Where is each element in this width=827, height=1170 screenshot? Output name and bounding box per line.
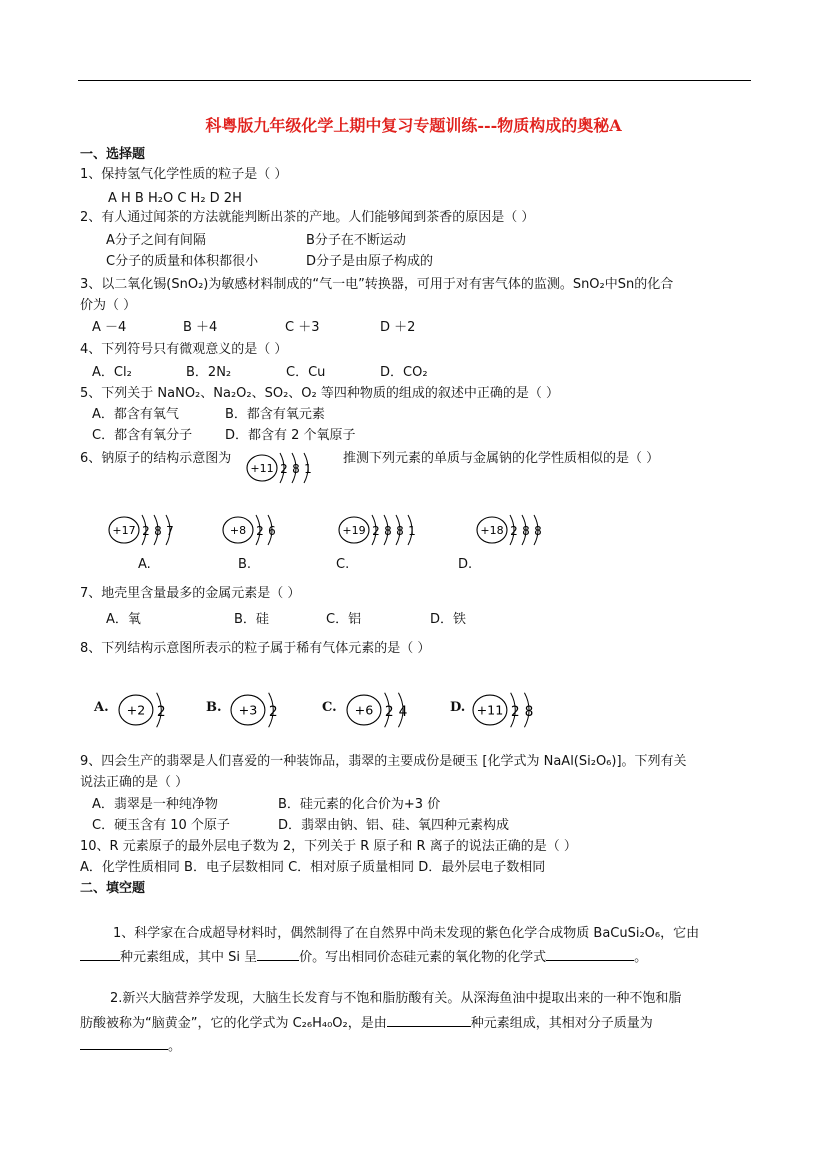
shell-electron-count: 1: [304, 462, 312, 476]
shell-electron-count: 8: [522, 524, 530, 538]
q8-option-a-label: A.: [94, 700, 109, 715]
shell-electron-count: 2: [510, 703, 520, 720]
shell-electron-count: 2: [372, 524, 380, 538]
nucleus-charge: +8: [229, 524, 247, 537]
q8-option-d-diagram: [472, 690, 556, 730]
q6-option-d-diagram: [476, 508, 566, 552]
q8-stem: 8、下列结构示意图所表示的粒子属于稀有气体元素的是（ ）: [80, 641, 431, 656]
nucleus-charge: +19: [342, 524, 366, 537]
section-heading-fill: 二、填空题: [80, 881, 146, 896]
shell-electron-count: 2: [384, 703, 394, 720]
q7-option-c: C．铝: [326, 612, 362, 627]
q7-option-a: A．氧: [106, 612, 141, 627]
nucleus-charge: +6: [354, 702, 374, 718]
shell-electron-count: 2: [510, 524, 518, 538]
q3-option-b: B ＋4: [183, 320, 218, 335]
f1-blank-formula[interactable]: [546, 947, 634, 961]
f2-line3: [80, 1036, 181, 1056]
f1-blank-element-count[interactable]: [80, 947, 120, 961]
nucleus-charge: +3: [238, 702, 258, 718]
q9-option-d: D．翡翠由钠、铝、硅、氧四种元素构成: [278, 818, 510, 833]
shell-electron-count: 8: [396, 524, 404, 538]
shell-electron-count: 6: [268, 524, 276, 538]
q1-stem: 1、保持氢气化学性质的粒子是（ ）: [80, 167, 288, 182]
q1-options: A H B H₂O C H₂ D 2H: [108, 191, 242, 206]
nucleus-charge: +11: [250, 462, 274, 475]
q10-options: A．化学性质相同 B．电子层数相同 C．相对原子质量相同 D．最外层电子数相同: [80, 860, 546, 875]
section-heading-choice: 一、选择题: [80, 147, 146, 162]
shell-electron-count: 2: [268, 703, 278, 720]
q9-stem-cont: 说法正确的是（ ）: [80, 775, 189, 790]
f1-text-c: 。: [634, 950, 648, 965]
q6-option-a-label: A.: [138, 557, 151, 572]
q3-option-c: C ＋3: [285, 320, 320, 335]
q9-option-a: A．翡翠是一种纯净物: [92, 797, 218, 812]
q3-option-a: A －4: [92, 320, 127, 335]
q4-option-b: B．2N₂: [186, 365, 232, 380]
f2-line1: 2.新兴大脑营养学发现，大脑生长发育与不饱和脂肪酸有关。从深海鱼油中提取出来的一种不饱和脂: [110, 991, 682, 1006]
nucleus-charge: +17: [112, 524, 136, 537]
page-title: 科粤版九年级化学上期中复习专题训练---物质构成的奥秘A: [205, 116, 622, 135]
q3-stem-cont: 价为（ ）: [80, 298, 137, 313]
f2-text-c: 。: [168, 1039, 182, 1054]
q8-option-d-label: D.: [450, 700, 466, 715]
q9-option-b: B．硅元素的化合价为+3 价: [278, 797, 441, 812]
q6-option-b-label: B.: [238, 557, 252, 572]
q7-stem: 7、地壳里含量最多的金属元素是（ ）: [80, 586, 301, 601]
q2-option-d: D分子是由原子构成的: [306, 254, 434, 269]
q3-option-d: D ＋2: [380, 320, 416, 335]
nucleus-charge: +2: [126, 702, 146, 718]
shell-electron-count: 2: [280, 462, 288, 476]
shell-electron-count: 8: [384, 524, 392, 538]
q5-option-c: C．都含有氧分子: [92, 428, 193, 443]
sodium-atom-diagram: [246, 450, 342, 486]
header-rule: [78, 80, 751, 81]
q6-stem-cont: 推测下列元素的单质与金属钠的化学性质相似的是（ ）: [343, 451, 660, 466]
shell-electron-count: 8: [154, 524, 162, 538]
q2-stem: 2、有人通过闻茶的方法就能判断出茶的产地。人们能够闻到茶香的原因是（ ）: [80, 210, 535, 225]
q8-option-c-diagram: [346, 690, 426, 730]
nucleus-charge: +18: [480, 524, 504, 537]
f1-text-a: 种元素组成，其中 Si 呈: [120, 950, 258, 965]
shell-electron-count: 2: [256, 524, 264, 538]
shell-electron-count: 1: [408, 524, 416, 538]
f1-text-b: 价。写出相同价态硅元素的氧化物的化学式: [299, 950, 547, 965]
shell-electron-count: 7: [166, 524, 174, 538]
q6-option-b-diagram: [222, 508, 302, 552]
q4-option-a: A．Cl₂: [92, 365, 132, 380]
q4-option-c: C．Cu: [286, 365, 326, 380]
q2-option-c: C分子的质量和体积都很小: [106, 254, 259, 269]
q3-stem: 3、以二氧化锡(SnO₂)为敏感材料制成的“气一电”转换器，可用于对有害气体的监测。SnO₂中Sn的化合: [80, 277, 674, 292]
shell-electron-count: 2: [156, 703, 166, 720]
q5-stem: 5、下列关于 NaNO₂、Na₂O₂、SO₂、O₂ 等四种物质的组成的叙述中正确的是（ ）: [80, 386, 560, 401]
q6-stem: 6、钠原子的结构示意图为: [80, 451, 232, 466]
f2-text-a: 肪酸被称为“脑黄金”，它的化学式为 C₂₆H₄₀O₂，是由: [80, 1016, 387, 1031]
f2-blank-molar-mass[interactable]: [80, 1036, 168, 1050]
f1-line1: 1、科学家在合成超导材料时，偶然制得了在自然界中尚未发现的紫色化学合成物质 BaCuSi₂O₆，它由: [113, 926, 700, 941]
shell-electron-count: 8: [524, 703, 534, 720]
f2-line2: [80, 1013, 653, 1033]
q5-option-a: A．都含有氧气: [92, 407, 179, 422]
f2-blank-element-count[interactable]: [387, 1013, 471, 1027]
q2-option-a: A分子之间有间隔: [106, 233, 206, 248]
q8-option-b-diagram: [230, 690, 294, 730]
shell-electron-count: 4: [398, 703, 408, 720]
q6-option-d-label: D.: [458, 557, 473, 572]
q2-option-b: B分子在不断运动: [306, 233, 406, 248]
q8-option-c-label: C.: [322, 700, 337, 715]
nucleus-charge: +11: [476, 702, 504, 718]
q7-option-d: D．铁: [430, 612, 467, 627]
shell-electron-count: 8: [534, 524, 542, 538]
q8-option-b-label: B.: [206, 700, 222, 715]
f1-line2: [80, 947, 647, 967]
q9-option-c: C．硬玉含有 10 个原子: [92, 818, 230, 833]
q9-stem: 9、四会生产的翡翠是人们喜爱的一种装饰品，翡翠的主要成份是硬玉 [化学式为 NaAl(Si₂O₆)]。下列有关: [80, 754, 687, 769]
q8-option-a-diagram: [118, 690, 182, 730]
shell-electron-count: 8: [292, 462, 300, 476]
f1-blank-valence[interactable]: [257, 947, 299, 961]
q5-option-d: D．都含有 2 个氧原子: [225, 428, 356, 443]
q6-option-c-diagram: [338, 508, 438, 552]
q6-option-c-label: C.: [336, 557, 350, 572]
q4-stem: 4、下列符号只有微观意义的是（ ）: [80, 342, 288, 357]
f2-text-b: 种元素组成，其相对分子质量为: [470, 1016, 653, 1031]
shell-electron-count: 2: [142, 524, 150, 538]
q7-option-b: B．硅: [234, 612, 269, 627]
q5-option-b: B．都含有氧元素: [225, 407, 325, 422]
q10-stem: 10、R 元素原子的最外层电子数为 2，下列关于 R 原子和 R 离子的说法正确的是（ ）: [80, 839, 577, 854]
q6-option-a-diagram: [108, 508, 198, 552]
q4-option-d: D．CO₂: [380, 365, 428, 380]
